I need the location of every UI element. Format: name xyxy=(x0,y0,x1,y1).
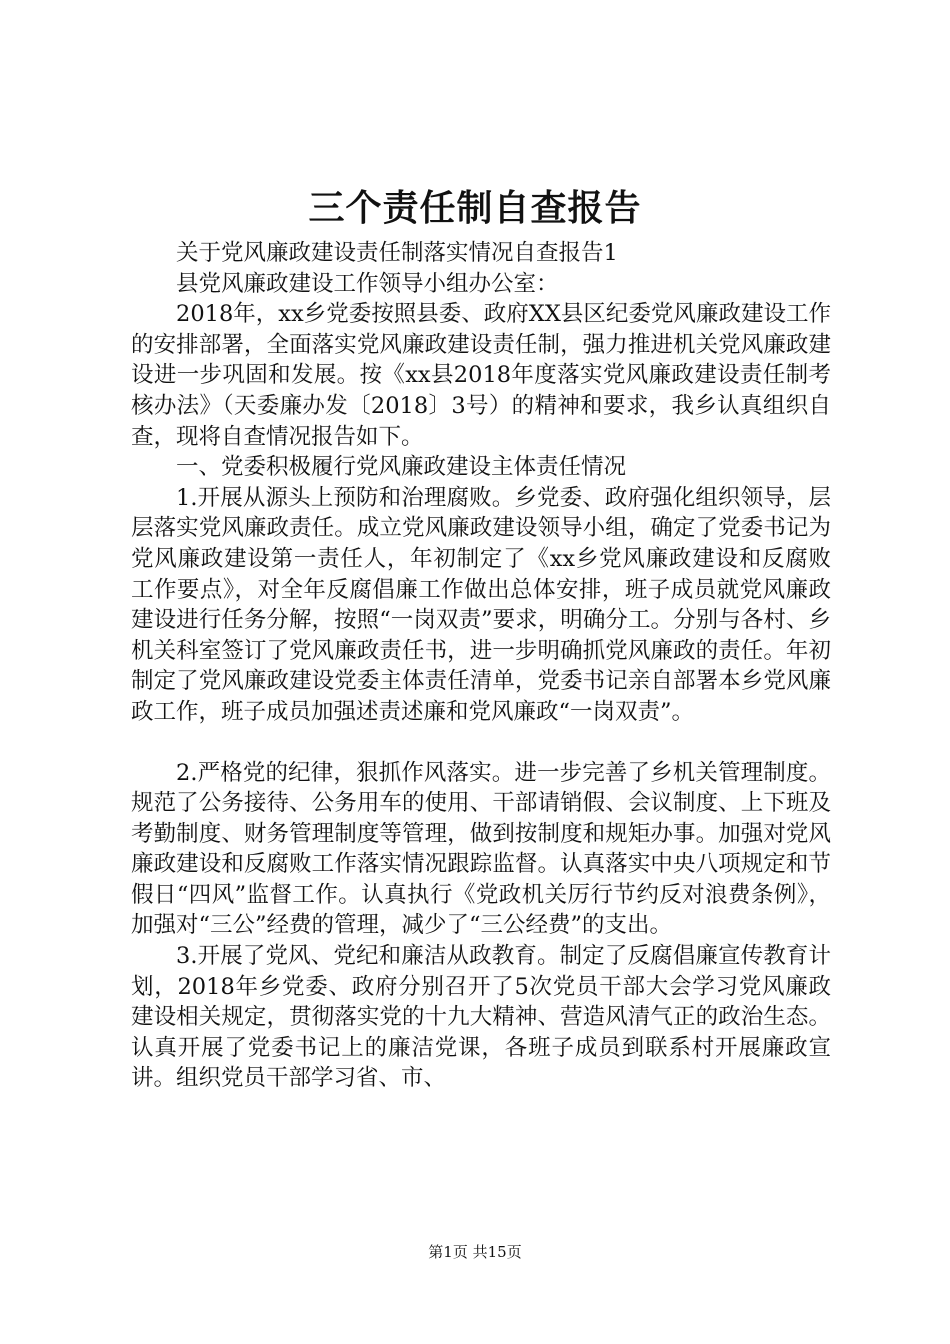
page-footer: 第1页 共15页 xyxy=(428,1243,522,1261)
intro-paragraph: 2018年，xx乡党委按照县委、政府XX县区纪委党风廉政建设工作的安排部署，全面落实党风廉政建设责任制，强力推进机关党风廉政建设进一步巩固和发展。按《xx县2018年度落实党风廉政建设责任制考核办法》（天委廉办发〔2018〕3号）的精神和要求，我乡认真组织自查，现将自查情况报告如下。 xyxy=(131,301,831,450)
section-heading-1: 一、党委积极履行党风廉政建设主体责任情况 xyxy=(176,454,627,481)
paragraph-item-3: 3.开展了党风、党纪和廉洁从政教育。制定了反腐倡廉宣传教育计划，2018年乡党委、政府分别召开了5次党员干部大会学习党风廉政建设相关规定，贯彻落实党的十九大精神、营造风清气正的政治生态。认真开展了党委书记上的廉洁党课，各班子成员到联系村开展廉政宣讲。组织党员干部学习省、市、 xyxy=(131,943,831,1092)
document-title: 三个责任制自查报告 xyxy=(308,187,642,229)
paragraph-item-1: 1.开展从源头上预防和治理腐败。乡党委、政府强化组织领导，层层落实党风廉政责任。成立党风廉政建设领导小组，确定了党委书记为党风廉政建设第一责任人，年初制定了《xx乡党风廉政建设和反腐败工作要点》，对全年反腐倡廉工作做出总体安排，班子成员就党风廉政建设进行任务分解，按照“一岗双责”要求，明确分工。分别与各村、乡机关科室签订了党风廉政责任书，进一步明确抓党风廉政的责任。年初制定了党风廉政建设党委主体责任清单，党委书记亲自部署本乡党风廉政工作，班子成员加强述责述廉和党风廉政“一岗双责”。 xyxy=(131,484,831,725)
addressee: 县党风廉政建设工作领导小组办公室： xyxy=(176,270,559,297)
document-body xyxy=(131,238,831,1094)
paragraph-item-2: 2.严格党的纪律，狠抓作风落实。进一步完善了乡机关管理制度。规范了公务接待、公务用车的使用、干部请销假、会议制度、上下班及考勤制度、财务管理制度等管理，做到按制度和规矩办事。加强对党风廉政建设和反腐败工作落实情况跟踪监督。认真落实中央八项规定和节假日“四风”监督工作。认真执行《党政机关厉行节约反对浪费条例》，加强对“三公”经费的管理，减少了“三公经费”的支出。 xyxy=(131,759,831,939)
report-subtitle: 关于党风廉政建设责任制落实情况自查报告1 xyxy=(176,240,618,266)
